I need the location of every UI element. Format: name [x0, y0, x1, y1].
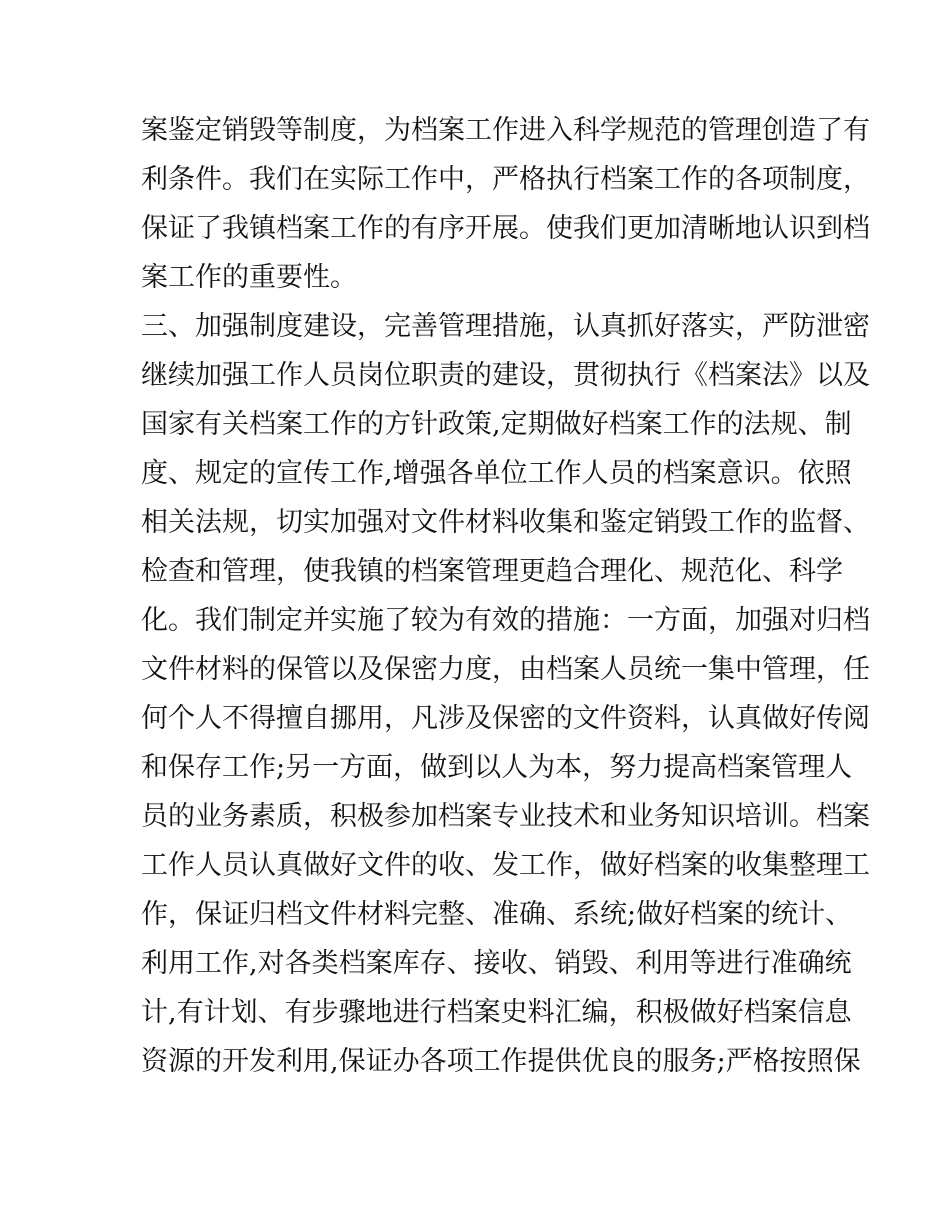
text-line: 利用工作,对各类档案库存、接收、销毁、利用等进行准确统	[141, 948, 852, 979]
text-line: 相关法规，切实加强对文件材料收集和鉴定销毁工作的监督、	[141, 507, 870, 538]
text-line: 何个人不得擅自挪用，凡涉及保密的文件资料，认真做好传阅	[141, 703, 870, 734]
section-heading: 三、加强制度建设，完善管理措施，认真抓好落实，严防泄密	[141, 311, 870, 342]
text-line: 化。我们制定并实施了较为有效的措施：一方面，加强对归档	[141, 605, 870, 636]
text-line: 员的业务素质，积极参加档案专业技术和业务知识培训。档案	[141, 801, 870, 832]
text-line: 案工作的重要性。	[141, 262, 357, 293]
text-line: 继续加强工作人员岗位职责的建设，贯彻执行《档案法》以及	[141, 360, 870, 391]
text-line: 作，保证归档文件材料完整、准确、系统;做好档案的统计、	[141, 899, 853, 930]
text-line: 国家有关档案工作的方针政策,定期做好档案工作的法规、制	[141, 409, 852, 440]
text-line: 工作人员认真做好文件的收、发工作，做好档案的收集整理工	[141, 850, 870, 881]
text-line: 保证了我镇档案工作的有序开展。使我们更加清晰地认识到档	[141, 213, 870, 244]
text-line: 资源的开发利用,保证办各项工作提供优良的服务;严格按照保	[141, 1046, 861, 1077]
text-line: 和保存工作;另一方面，做到以人为本，努力提高档案管理人	[141, 752, 853, 783]
text-line: 计,有计划、有步骤地进行档案史料汇编，积极做好档案信息	[141, 997, 852, 1028]
body-text	[141, 106, 870, 1086]
text-line: 案鉴定销毁等制度，为档案工作进入科学规范的管理创造了有	[141, 115, 870, 146]
text-line: 度、规定的宣传工作,增强各单位工作人员的档案意识。依照	[141, 458, 852, 489]
text-line: 文件材料的保管以及保密力度，由档案人员统一集中管理，任	[141, 654, 870, 685]
text-line: 利条件。我们在实际工作中，严格执行档案工作的各项制度，	[141, 164, 870, 195]
text-line: 检查和管理，使我镇的档案管理更趋合理化、规范化、科学	[141, 556, 843, 587]
